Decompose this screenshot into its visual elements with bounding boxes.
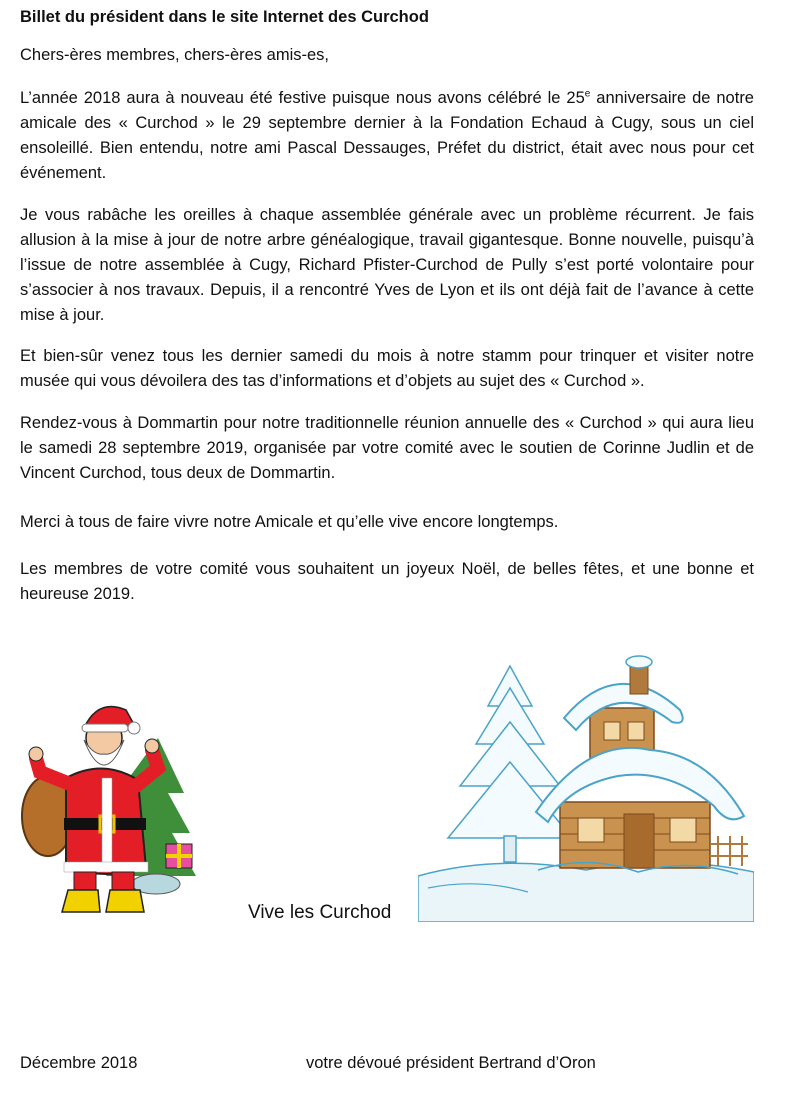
snowy-cabin-illustration [418,626,754,922]
document-title: Billet du président dans le site Internet des Curchod [20,8,429,26]
paragraph-wishes: Les membres de votre comité vous souhaitent un joyeux Noël, de belles fêtes, et une bonne et heureuse 2019. [20,560,754,603]
letter-date: Décembre 2018 [20,1054,138,1072]
president-signature: votre dévoué président Bertrand d’Oron [306,1054,596,1072]
paragraph-dommartin: Rendez-vous à Dommartin pour notre traditionnelle réunion annuelle des « Curchod » qui aura lieu le samedi 28 septembre 2019, organisée par votre comité avec le soutien de Corinne Judlin et de Vincent Curchod, tous deux de Dommartin. [20,414,754,482]
caption-vive-les-curchod: Vive les Curchod [248,902,392,923]
p1-text-end: anniversaire de notre amicale des « Curchod » le 29 septembre dernier à la Fondation Echaud à Cugy, sous un ciel ensoleillé. Bien entendu, notre ami Pascal Dessauges, Préfet du district, était avec nous pour cet événement. [20,89,754,182]
greeting: Chers-ères membres, chers-ères amis-es, [20,46,329,64]
p1-text-start: L’année 2018 aura à nouveau été festive puisque nous avons célébré le 25 [20,89,585,107]
paragraph-anniversary [20,86,754,186]
santa-claus-illustration [18,698,196,920]
paragraph-stamm: Et bien-sûr venez tous les dernier samedi du mois à notre stamm pour trinquer et visiter notre musée qui vous dévoilera des tas d’informations et d’objets au sujet des « Curchod ». [20,347,754,390]
paragraph-genealogy: Je vous rabâche les oreilles à chaque assemblée générale avec un problème récurrent. Je fais allusion à la mise à jour de notre arbre généalogique, travail gigantesque. Bonne nouvelle, puisqu’à l’issue de notre assemblée à Cugy, Richard Pfister-Curchod de Pully s’est porté volontaire pour s’associer à nos travaux. Depuis, il a rencontré Yves de Lyon et ils ont déjà fait de l’avance à cette mise à jour. [20,206,754,324]
p1-superscript: e [584,88,591,100]
paragraph-thanks: Merci à tous de faire vivre notre Amicale et qu’elle vive encore longtemps. [20,513,559,531]
